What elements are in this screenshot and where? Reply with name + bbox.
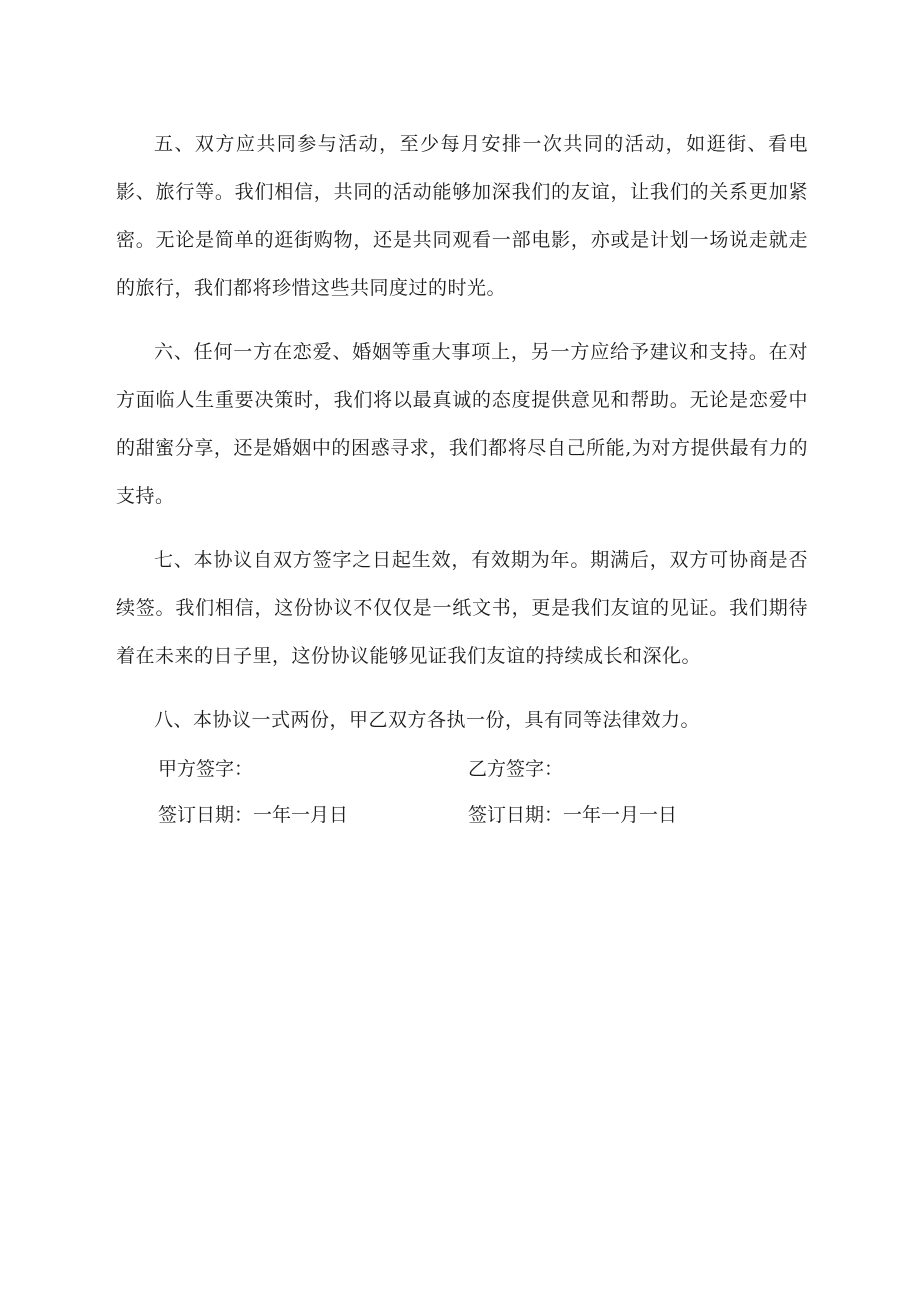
signature-row [158,746,778,792]
clause-six: 六、任何一方在恋爱、婚姻等重大事项上，另一方应给予建议和支持。在对方面临人生重要决策时，我们将以最真诚的态度提供意见和帮助。无论是恋爱中的甜蜜分享，还是婚姻中的困惑寻求，我们都将尽自己所能,为对方提供最有力的支持。 [116,341,808,507]
clause-seven: 七、本协议自双方签字之日起生效，有效期为年。期满后，双方可协商是否续签。我们相信，这份协议不仅仅是一纸文书，更是我们友谊的见证。我们期待着在未来的日子里，这份协议能够见证我们友谊的持续成长和深化。 [116,549,808,667]
clause-five: 五、双方应共同参与活动，至少每月安排一次共同的活动，如逛街、看电影、旅行等。我们相信，共同的活动能够加深我们的友谊，让我们的关系更加紧密。无论是简单的逛街购物，还是共同观看一部电影，亦或是计划一场说走就走的旅行，我们都将珍惜这些共同度过的时光。 [116,133,808,299]
signature-block [158,746,778,838]
agreement-body [116,120,808,760]
party-b-signature-label: 乙方签字： [468,758,564,780]
date-row [158,792,778,838]
clause-eight: 八、本协议一式两份，甲乙双方各执一份，具有同等法律效力。 [154,709,701,731]
party-b-date-label: 签订日期：一年一月一日 [468,804,678,826]
party-a-date-label: 签订日期：一年一月日 [158,804,349,826]
party-a-signature-label: 甲方签字： [158,758,254,780]
